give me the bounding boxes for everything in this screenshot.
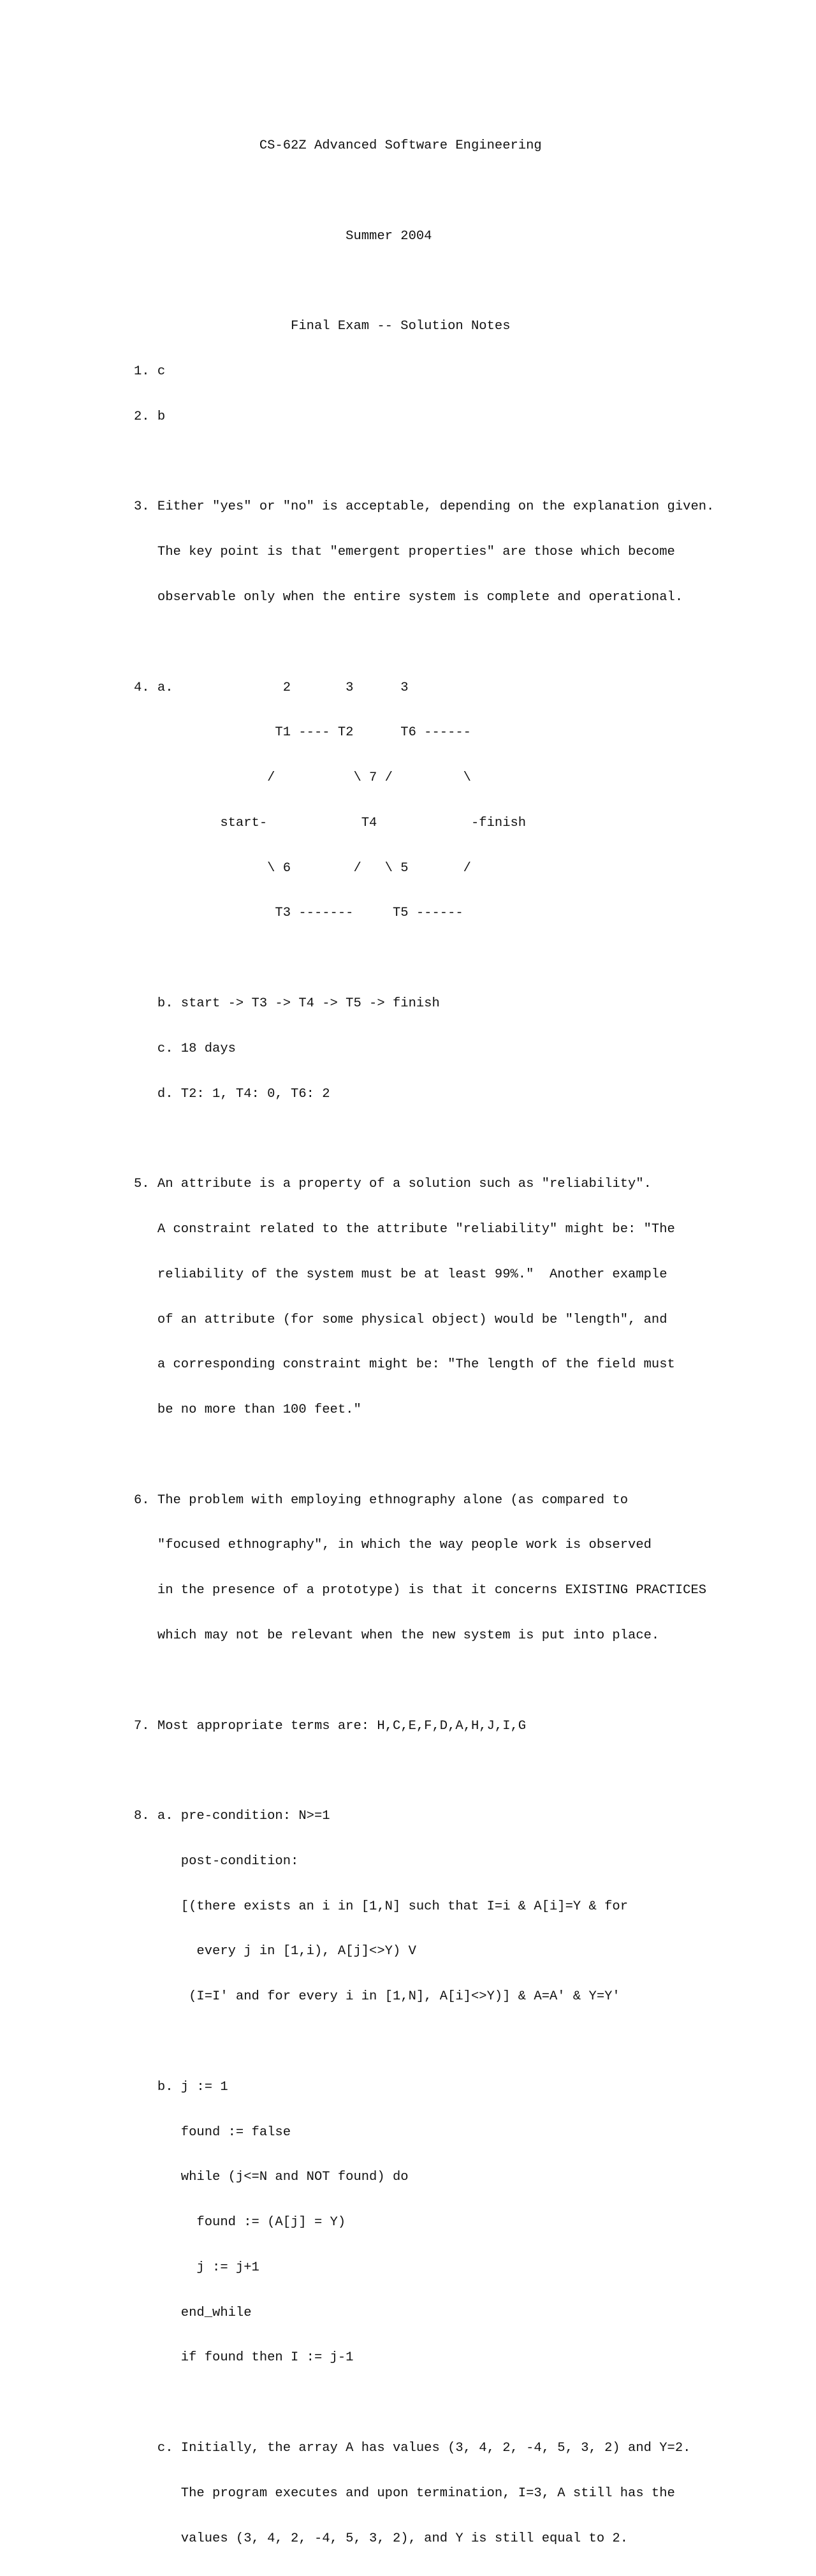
answer-5-line: a corresponding constraint might be: "The length of the field must <box>134 1357 675 1373</box>
answer-8c-line: values (3, 4, 2, -4, 5, 3, 2), and Y is still equal to 2. <box>134 2531 629 2546</box>
blank-line <box>134 184 714 199</box>
answer-6-line: which may not be relevant when the new system is put into place. <box>134 1628 660 1643</box>
answer-4a-diagram-line: \ 6 / \ 5 / <box>134 860 471 876</box>
answer-2: 2. b <box>134 409 166 424</box>
answer-3-line-3: observable only when the entire system is complete and operational. <box>134 590 683 605</box>
answer-4a-diagram-line: T3 ------- T5 ------ <box>134 906 463 921</box>
answer-4d: d. T2: 1, T4: 0, T6: 2 <box>134 1086 330 1101</box>
answer-8b-line: while (j<=N and NOT found) do <box>134 2170 409 2185</box>
answer-8b-line: end_while <box>134 2305 252 2320</box>
answer-4a-diagram-line: 4. a. 2 3 3 <box>134 680 409 695</box>
answer-6-line: 6. The problem with employing ethnography alone (as compared to <box>134 1492 629 1508</box>
answer-5-line: of an attribute (for some physical object) would be "length", and <box>134 1312 667 1327</box>
answer-8b-line: j := j+1 <box>134 2260 259 2275</box>
term-line: Summer 2004 <box>134 228 432 244</box>
answer-5-line: reliability of the system must be at least 99%." Another example <box>134 1267 667 1282</box>
answer-8a-line: [(there exists an i in [1,N] such that I=i & A[i]=Y & for <box>134 1899 629 1914</box>
answer-4b: b. start -> T3 -> T4 -> T5 -> finish <box>134 996 440 1012</box>
blank-line <box>134 951 714 966</box>
blank-line <box>134 1131 714 1147</box>
answer-8a-line: 8. a. pre-condition: N>=1 <box>134 1809 330 1824</box>
blank-line <box>134 635 714 651</box>
answer-8a-line: every j in [1,i), A[j]<>Y) V <box>134 1944 416 1959</box>
doc-title: Final Exam -- Solution Notes <box>134 319 511 334</box>
blank-line <box>134 1763 714 1779</box>
course-title: CS-62Z Advanced Software Engineering <box>134 138 542 154</box>
answer-3-line-2: The key point is that "emergent properties" are those which become <box>134 545 675 560</box>
answer-8b-line: found := false <box>134 2124 291 2140</box>
answer-5-line: 5. An attribute is a property of a solution such as "reliability". <box>134 1177 652 1192</box>
answer-3-line-1: 3. Either "yes" or "no" is acceptable, depending on the explanation given. <box>134 499 715 515</box>
blank-line <box>134 455 714 470</box>
blank-line <box>134 2035 714 2050</box>
answer-4a-diagram-line: T1 ---- T2 T6 ------ <box>134 725 471 740</box>
answer-8b-line: b. j := 1 <box>134 2079 228 2094</box>
blank-line <box>134 2396 714 2411</box>
answer-4a-diagram-line: / \ 7 / \ <box>134 770 471 786</box>
answer-4c: c. 18 days <box>134 1041 236 1056</box>
answer-7: 7. Most appropriate terms are: H,C,E,F,D,A,H,J,I,G <box>134 1718 527 1733</box>
solution-notes-text <box>134 108 714 2576</box>
answer-8c-line: The program executes and upon termination, I=3, A still has the <box>134 2485 675 2501</box>
answer-5-line: be no more than 100 feet." <box>134 1402 361 1418</box>
answer-8a-line: (I=I' and for every i in [1,N], A[i]<>Y)] & A=A' & Y=Y' <box>134 1989 620 2005</box>
blank-line <box>134 1448 714 1463</box>
answer-8b-line: found := (A[j] = Y) <box>134 2215 346 2230</box>
answer-6-line: "focused ethnography", in which the way people work is observed <box>134 1538 652 1553</box>
blank-line <box>134 274 714 290</box>
answer-4a-diagram-line: start- T4 -finish <box>134 815 527 830</box>
answer-8b-line: if found then I := j-1 <box>134 2350 354 2366</box>
answer-1: 1. c <box>134 364 166 379</box>
answer-8a-line: post-condition: <box>134 1853 299 1869</box>
answer-6-line: in the presence of a prototype) is that it concerns EXISTING PRACTICES <box>134 1583 707 1598</box>
answer-5-line: A constraint related to the attribute "reliability" might be: "The <box>134 1221 675 1237</box>
answer-8c-line: c. Initially, the array A has values (3, 4, 2, -4, 5, 3, 2) and Y=2. <box>134 2441 691 2456</box>
blank-line <box>134 1674 714 1689</box>
